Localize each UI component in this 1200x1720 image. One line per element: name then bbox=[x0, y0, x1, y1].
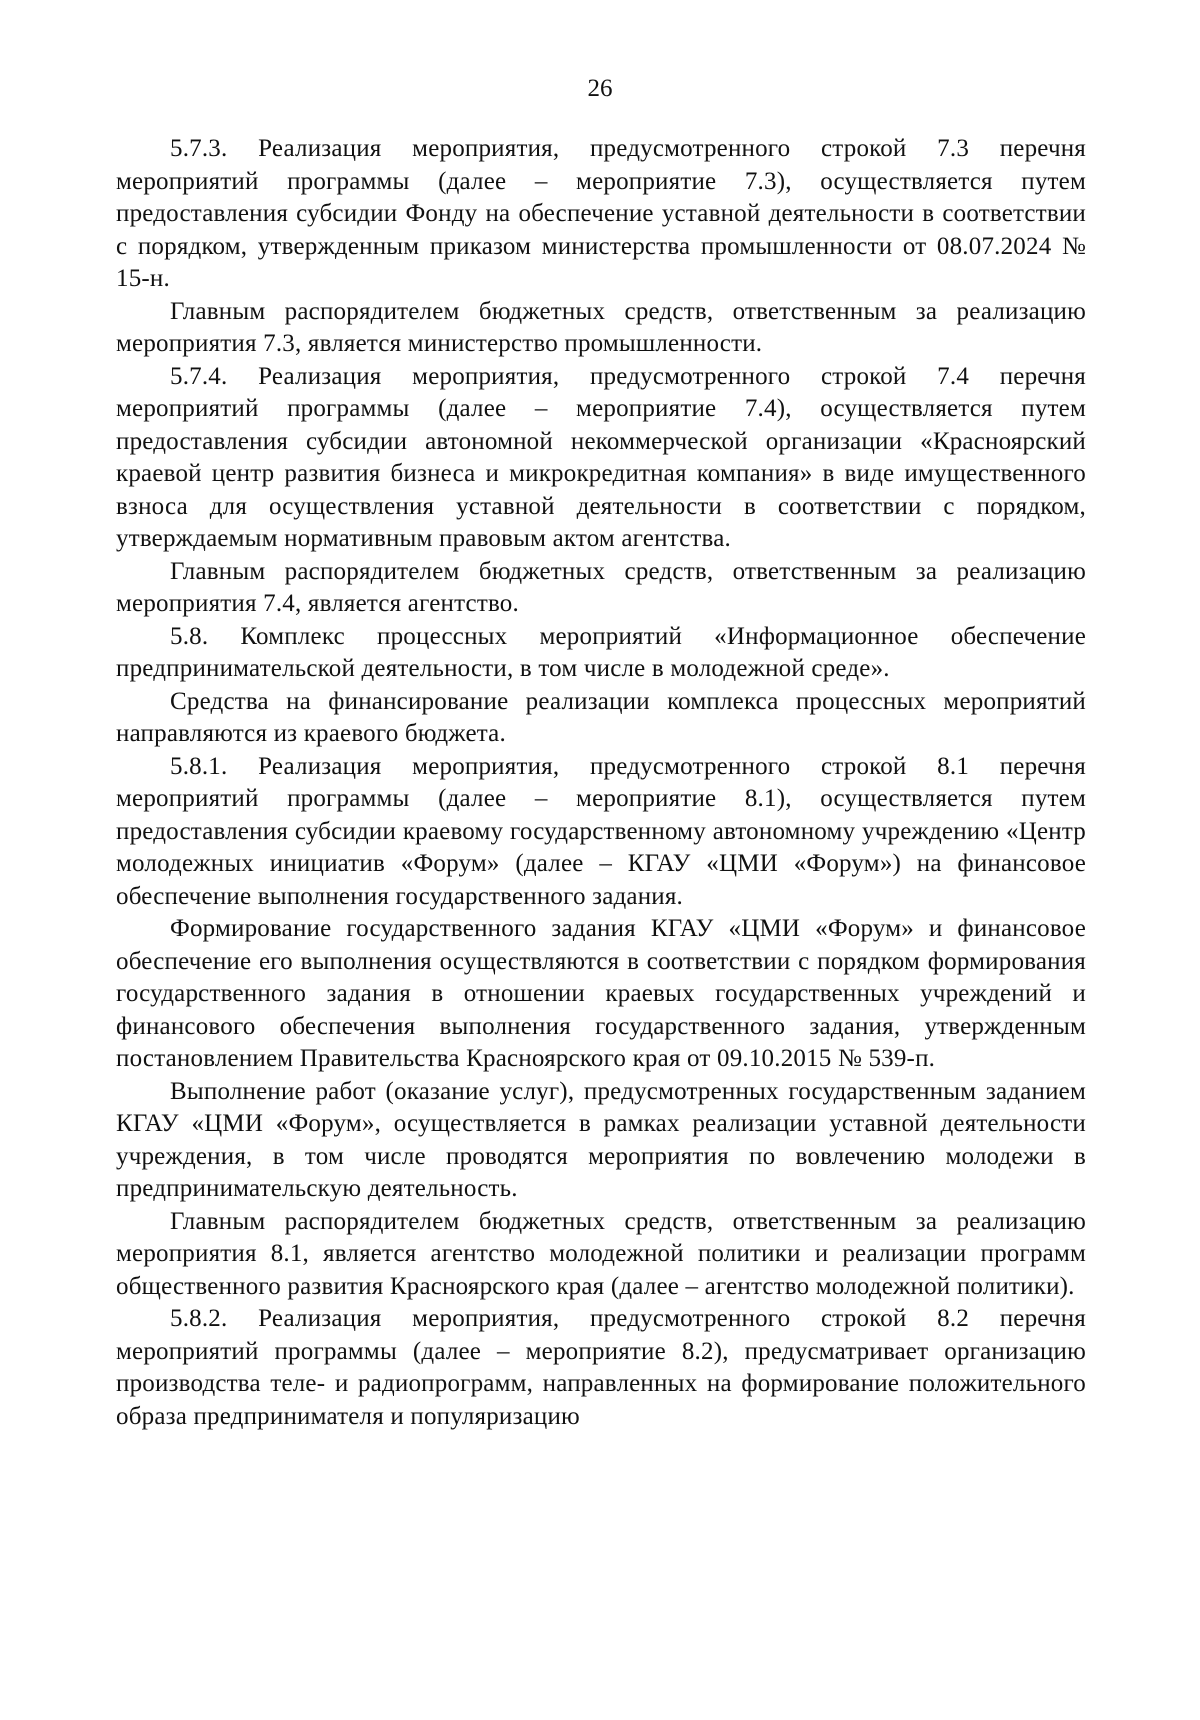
paragraph-funding-source: Средства на финансирование реализации комплекса процессных мероприятий направляются из краевого бюджета. bbox=[116, 687, 1086, 747]
paragraph-works-services: Выполнение работ (оказание услуг), предусмотренных государственным заданием КГАУ «ЦМИ «Форум», осуществляется в рамках реализации уставной деятельности учреждения, в том числе проводятся мероприятия по вовлечению молодежи в предпринимательскую деятельность. bbox=[116, 1077, 1086, 1202]
paragraph-5-8: 5.8. Комплекс процессных мероприятий «Информационное обеспечение предпринимательской деятельности, в том числе в молодежной среде». bbox=[116, 622, 1086, 682]
paragraph-budget-manager-7-4: Главным распорядителем бюджетных средств, ответственным за реализацию мероприятия 7.4, является агентство. bbox=[116, 557, 1086, 617]
paragraph-5-7-3: 5.7.3. Реализация мероприятия, предусмотренного строкой 7.3 перечня мероприятий программы (далее – мероприятие 7.3), осуществляется путем предоставления субсидии Фонду на обеспечение уставной деятельности в соответствии с порядком, утвержденным приказом министерства промышленности от 08.07.2024 № 15-н. bbox=[116, 135, 1086, 292]
paragraph-budget-manager-7-3: Главным распорядителем бюджетных средств, ответственным за реализацию мероприятия 7.3, является министерство промышленности. bbox=[116, 297, 1086, 357]
paragraph-5-7-4: 5.7.4. Реализация мероприятия, предусмотренного строкой 7.4 перечня мероприятий программы (далее – мероприятие 7.4), осуществляется путем предоставления субсидии автономной некоммерческой организации «Красноярский краевой центр развития бизнеса и микрокредитная компания» в виде имущественного взноса для осуществления уставной деятельности в соответствии с порядком, утверждаемым нормативным правовым актом агентства. bbox=[116, 362, 1086, 552]
paragraph-state-task-formation: Формирование государственного задания КГАУ «ЦМИ «Форум» и финансовое обеспечение его выполнения осуществляются в соответствии с порядком формирования государственного задания в отношении краевых государственных учреждений и финансового обеспечения выполнения государственного задания, утвержденным постановлением Правительства Красноярского края от 09.10.2015 № 539-п. bbox=[116, 915, 1086, 1072]
page-number: 26 bbox=[587, 75, 613, 102]
paragraph-budget-manager-8-1: Главным распорядителем бюджетных средств, ответственным за реализацию мероприятия 8.1, является агентство молодежной политики и реализации программ общественного развития Красноярского края (далее – агентство молодежной политики). bbox=[116, 1207, 1086, 1300]
paragraph-5-8-1: 5.8.1. Реализация мероприятия, предусмотренного строкой 8.1 перечня мероприятий программы (далее – мероприятие 8.1), осуществляется путем предоставления субсидии краевому государственному автономному учреждению «Центр молодежных инициатив «Форум» (далее – КГАУ «ЦМИ «Форум») на финансовое обеспечение выполнения государственного задания. bbox=[116, 752, 1086, 910]
document-body bbox=[116, 133, 1086, 1433]
paragraph-5-8-2: 5.8.2. Реализация мероприятия, предусмотренного строкой 8.2 перечня мероприятий программы (далее – мероприятие 8.2), предусматривает организацию производства теле- и радиопрограмм, направленных на формирование положительного образа предпринимателя и популяризацию bbox=[116, 1305, 1086, 1430]
